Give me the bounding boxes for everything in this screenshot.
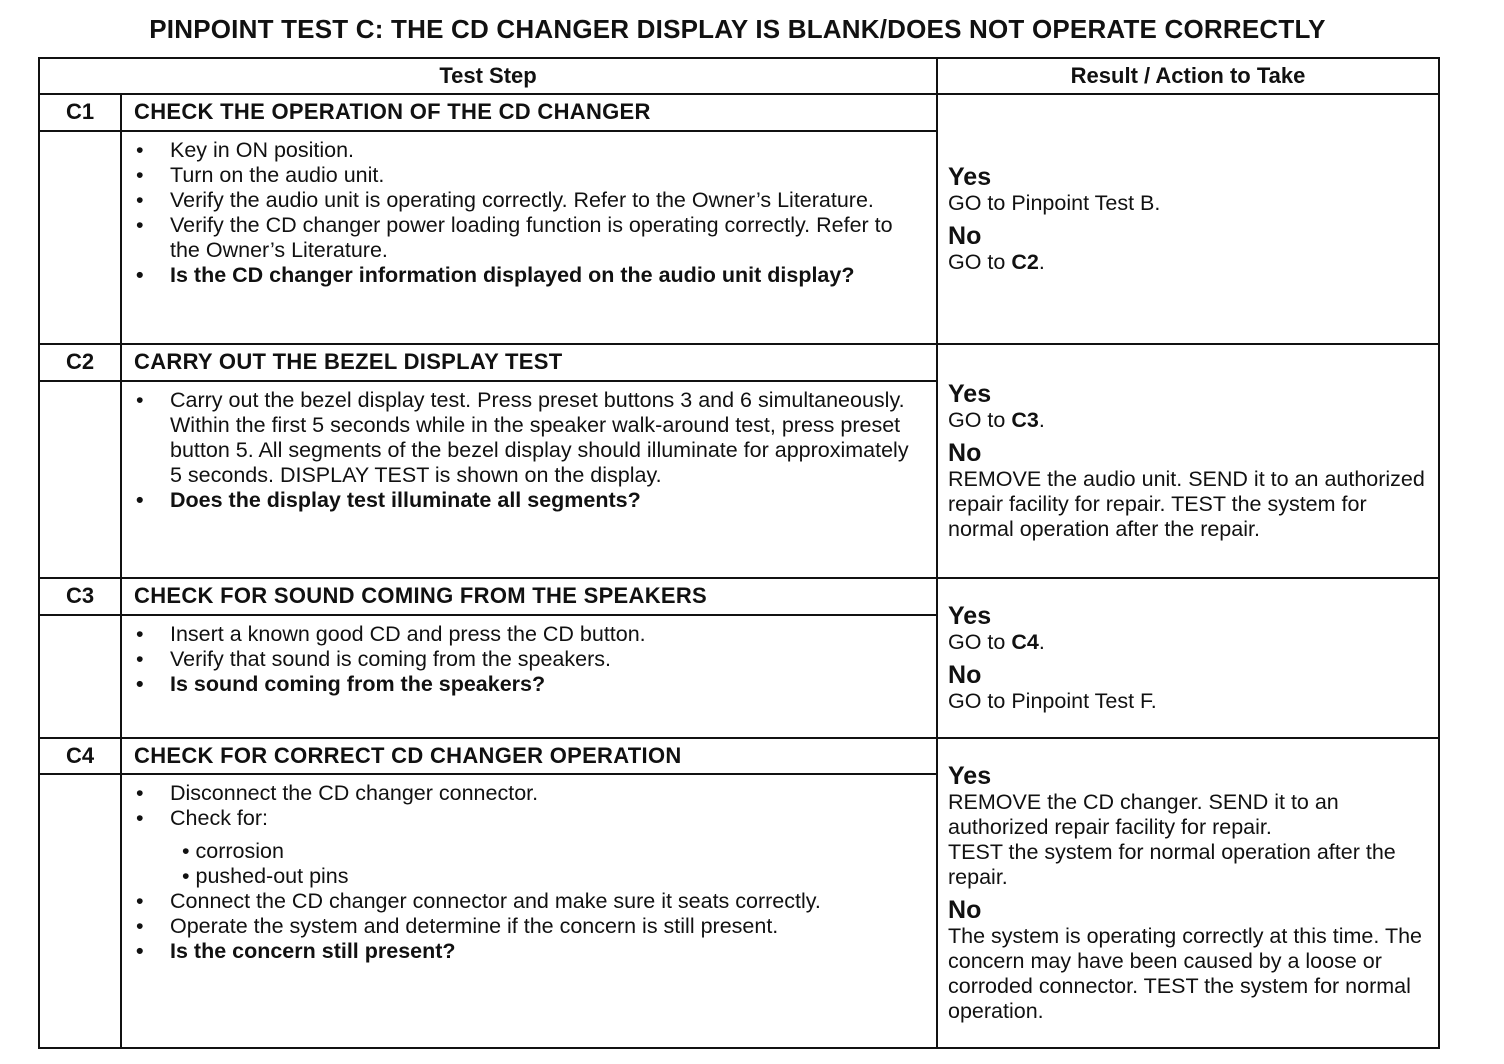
step-question: • Does the display test illuminate all segments? — [122, 488, 924, 513]
step-id: C2 — [39, 344, 121, 381]
yes-action: GO to C4. — [948, 630, 1045, 654]
list-item: • Disconnect the CD changer connector. — [122, 781, 924, 806]
list-item: • Check for: — [122, 806, 924, 831]
no-label: No — [948, 222, 982, 250]
page-title: PINPOINT TEST C: THE CD CHANGER DISPLAY IS BLANK/DOES NOT OPERATE CORRECTLY — [149, 14, 1326, 44]
step-body — [121, 615, 937, 738]
step-id: C4 — [39, 738, 121, 774]
no-label: No — [948, 896, 982, 924]
step-body — [121, 381, 937, 578]
header-result: Result / Action to Take — [937, 58, 1439, 94]
table-header-row — [39, 58, 1439, 94]
step-title: CHECK FOR SOUND COMING FROM THE SPEAKERS — [121, 578, 937, 615]
list-item: • Key in ON position. — [122, 138, 924, 163]
step-question: • Is sound coming from the speakers? — [122, 672, 924, 697]
list-item: • Insert a known good CD and press the CD button. — [122, 622, 924, 647]
yes-label: Yes — [948, 380, 992, 408]
yes-action: GO to Pinpoint Test B. — [948, 191, 1161, 215]
no-label: No — [948, 439, 982, 467]
no-action: The system is operating correctly at this time. The concern may have been caused by a loose or corroded connector. TEST the system for normal operation. — [948, 924, 1422, 1023]
list-item: • Verify the CD changer power loading function is operating correctly. Refer to the Owner’s Literature. — [122, 213, 924, 263]
list-item: • Verify the audio unit is operating correctly. Refer to the Owner’s Literature. — [122, 188, 924, 213]
yes-label: Yes — [948, 602, 992, 630]
list-item: • Carry out the bezel display test. Press preset buttons 3 and 6 simultaneously. Within the first 5 seconds while in the speaker walk-around test, press preset button 5. All segments of the bezel display should illuminate for approximately 5 seconds. DISPLAY TEST is shown on the display. — [122, 388, 924, 488]
yes-label: Yes — [948, 762, 992, 790]
no-action: GO to Pinpoint Test F. — [948, 689, 1157, 713]
pinpoint-test-table — [38, 57, 1440, 1049]
step-id: C3 — [39, 578, 121, 615]
step-c2-title-row — [39, 344, 1439, 381]
step-c4-result — [937, 738, 1439, 1048]
step-c1-title-row — [39, 94, 1439, 131]
yes-action-test: TEST the system for normal operation after the repair. — [948, 840, 1396, 889]
step-title: CHECK THE OPERATION OF THE CD CHANGER — [121, 94, 937, 131]
step-question: • Is the concern still present? — [122, 939, 924, 964]
step-body — [121, 774, 937, 1048]
no-action: GO to C2. — [948, 250, 1045, 274]
header-test-step: Test Step — [39, 58, 937, 94]
step-title: CARRY OUT THE BEZEL DISPLAY TEST — [121, 344, 937, 381]
list-item: • Operate the system and determine if the concern is still present. — [122, 914, 924, 939]
list-item: • Verify that sound is coming from the speakers. — [122, 647, 924, 672]
sub-list-item: • pushed-out pins — [182, 864, 924, 889]
yes-action: REMOVE the CD changer. SEND it to an authorized repair facility for repair. — [948, 790, 1339, 839]
yes-action: GO to C3. — [948, 408, 1045, 432]
list-item: • Turn on the audio unit. — [122, 163, 924, 188]
step-id: C1 — [39, 94, 121, 131]
list-item: • Connect the CD changer connector and make sure it seats correctly. — [122, 889, 924, 914]
step-c2-result — [937, 344, 1439, 578]
step-title: CHECK FOR CORRECT CD CHANGER OPERATION — [121, 738, 937, 774]
sub-list — [122, 839, 924, 889]
step-c1-result — [937, 94, 1439, 344]
step-body — [121, 131, 937, 344]
no-action: REMOVE the audio unit. SEND it to an authorized repair facility for repair. TEST the system for normal operation after the repair. — [948, 467, 1425, 541]
yes-label: Yes — [948, 163, 992, 191]
sub-list-item: • corrosion — [182, 839, 924, 864]
step-c3-title-row — [39, 578, 1439, 615]
no-label: No — [948, 661, 982, 689]
step-question: • Is the CD changer information displayed on the audio unit display? — [122, 263, 924, 288]
step-c4-title-row — [39, 738, 1439, 774]
step-c3-result — [937, 578, 1439, 738]
